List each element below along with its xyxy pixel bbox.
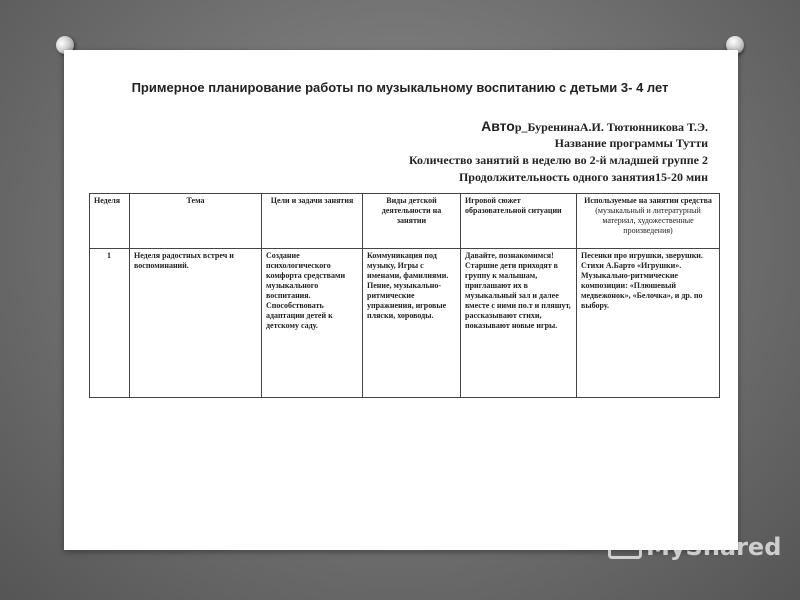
watermark-text: MyShared bbox=[646, 533, 782, 561]
author-names: р_БуренинаА.И. Тютюнникова Т.Э. bbox=[514, 120, 708, 134]
lessons-per-week: Количество занятий в неделю во 2-й младшей группе 2 bbox=[408, 153, 708, 167]
document-title: Примерное планирование работы по музыкальному воспитанию с детьми 3- 4 лет bbox=[131, 80, 669, 95]
header-materials bbox=[577, 194, 720, 249]
watermark bbox=[608, 533, 781, 561]
planning-table bbox=[89, 193, 720, 398]
cell-goals: Создание психологического комфорта средствами музыкального воспитания. Способствовать адаптации детей к детскому саду. bbox=[262, 249, 363, 398]
cell-materials: Песенки про игрушки, зверушки. Стихи А.Барто «Игрушки». Музыкально-ритмические композиции: «Плюшевый медвежонок», «Белочка», и др. по выбору. bbox=[577, 249, 720, 398]
header-week: Неделя bbox=[90, 194, 130, 249]
myshared-logo-icon bbox=[608, 533, 642, 559]
header-materials-main: Используемые на занятии средства bbox=[584, 196, 712, 205]
header-game-plot: Игровой сюжет образовательной ситуации bbox=[461, 194, 577, 249]
header-topic: Тема bbox=[130, 194, 262, 249]
table-header-row bbox=[90, 194, 720, 249]
header-materials-note: (музыкальный и литературный материал, художественные произведения) bbox=[595, 206, 701, 235]
program-name: Название программы Тутти bbox=[554, 136, 708, 150]
cell-game-plot: Давайте, познакомимся! Старшие дети приходят в группу к малышам, приглашают их в музыкальный зал и далее вместе с ними по.т и пляшут, рассказывают стихи, показывают новые игры. bbox=[461, 249, 577, 398]
header-activities: Виды детской деятельности на занятии bbox=[363, 194, 461, 249]
cell-week: 1 bbox=[90, 249, 130, 398]
cell-activities: Коммуникация под музыку, Игры с именами, фамилиями. Пение, музыкально-ритмические упражнения, игровые пляски, хороводы. bbox=[363, 249, 461, 398]
author-prefix: Авто bbox=[481, 118, 515, 134]
table-row bbox=[90, 249, 720, 398]
header-goals: Цели и задачи занятия bbox=[262, 194, 363, 249]
author-line bbox=[481, 118, 708, 135]
cell-topic: Неделя радостных встреч и воспоминаний. bbox=[130, 249, 262, 398]
lesson-duration: Продолжительность одного занятия15-20 мин bbox=[458, 170, 708, 184]
